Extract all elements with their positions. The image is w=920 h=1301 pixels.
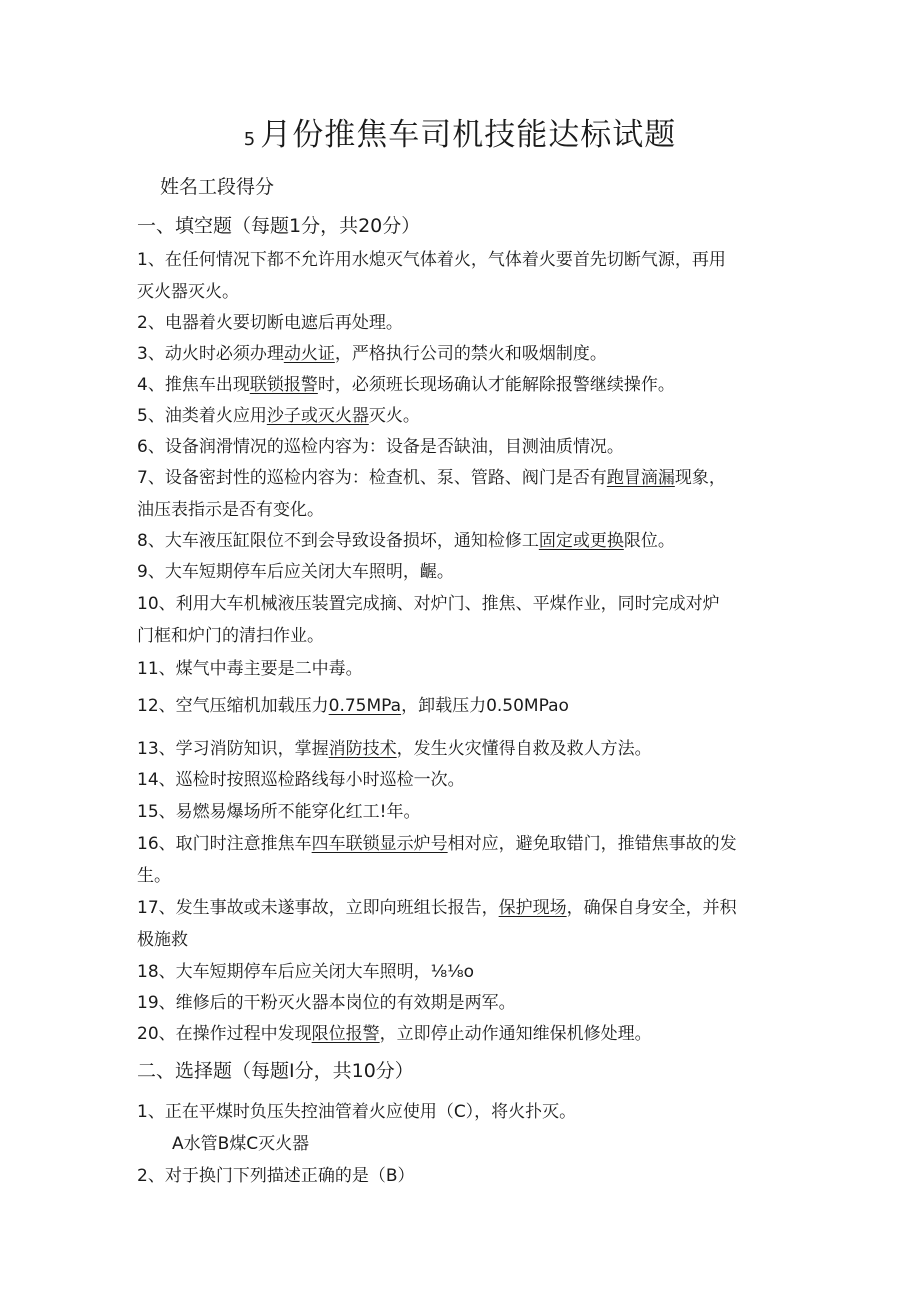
- q12-text-end: ，卸载压力0.50MPao: [401, 696, 569, 716]
- question-1-line-1: 1、在任何情况下都不允许用水熄灭气体着火，气体着火要首先切断气源，再用: [137, 250, 726, 270]
- q20-answer: 限位报警: [311, 1024, 380, 1044]
- q7-answer: 跑冒滴漏: [606, 468, 675, 488]
- question-12: [137, 694, 787, 718]
- q17-text: 17、发生事故或未遂事故，立即向班组长报告，: [137, 898, 499, 918]
- choice-question-1: 1、正在平煤时负压失控油管着火应使用（C），将火扑灭。: [137, 1102, 577, 1122]
- question-9: 9、大车短期停车后应关闭大车照明，齷。: [137, 562, 454, 582]
- q4-text-end: 时，必须班长现场确认才能解除报警继续操作。: [317, 375, 675, 395]
- question-3: [137, 342, 787, 366]
- q4-answer: 联锁报警: [249, 375, 318, 395]
- q12-answer: 0.75MPa: [328, 696, 402, 716]
- question-8: [137, 529, 787, 553]
- q13-text-end: ，发生火灾懂得自救及救人方法。: [396, 739, 652, 759]
- q7-text-end: 现象，: [674, 468, 726, 488]
- choice-question-1-options: A水管B煤C灭火器: [172, 1134, 310, 1154]
- q3-answer: 动火证: [283, 344, 335, 364]
- q17-answer: 保护现场: [498, 898, 567, 918]
- question-7-line-2: 油压表指示是否有变化。: [137, 500, 324, 520]
- q4-text: 4、推焦车出现: [137, 375, 250, 395]
- question-2: 2、电器着火要切断电遮后再处理。: [137, 313, 403, 333]
- q8-text-end: 限位。: [623, 531, 675, 551]
- q20-text: 20、在操作过程中发现: [137, 1024, 312, 1044]
- q16-text-end: 相对应，避免取错门，推错焦事故的发: [447, 834, 737, 854]
- q16-answer: 四车联锁显示炉号: [311, 834, 448, 854]
- q7-text: 7、设备密封性的巡检内容为：检查机、泵、管路、阀门是否有: [137, 468, 607, 488]
- section-heading-fill-blank: 一、填空题（每题1分，共20分）: [137, 215, 421, 237]
- question-13: [137, 737, 787, 761]
- question-10-line-2: 门框和炉门的清扫作业。: [137, 626, 324, 646]
- choice-question-2: 2、对于换门下列描述正确的是（B）: [137, 1166, 415, 1186]
- q12-text: 12、空气压缩机加载压力: [137, 696, 329, 716]
- question-5: [137, 404, 787, 428]
- question-19: 19、维修后的干粉灭火器本岗位的有效期是两军。: [137, 993, 516, 1013]
- question-20: [137, 1022, 787, 1046]
- question-7-line-1: [137, 466, 787, 490]
- question-6: 6、设备润滑情况的巡检内容为：设备是否缺油，目测油质情况。: [137, 437, 624, 457]
- question-10-line-1: 10、利用大车机械液压装置完成摘、对炉门、推焦、平煤作业，同时完成对炉: [137, 594, 720, 614]
- q3-text-end: ，严格执行公司的禁火和吸烟制度。: [334, 344, 607, 364]
- question-11: 11、煤气中毒主要是二中毒。: [137, 659, 363, 679]
- question-18: 18、大车短期停车后应关闭大车照明，⅛⅛o: [137, 962, 474, 982]
- q20-text-end: ，立即停止动作通知维保机修处理。: [379, 1024, 652, 1044]
- title-month-number: 5: [243, 129, 257, 150]
- document-title: [0, 112, 920, 163]
- section-heading-multiple-choice: 二、选择题（每题I分，共10分）: [137, 1060, 414, 1082]
- question-17-line-1: [137, 896, 787, 920]
- info-line: 姓名工段得分: [160, 176, 275, 198]
- q16-text: 16、取门时注意推焦车: [137, 834, 312, 854]
- question-14: 14、巡检时按照巡检路线每小时巡检一次。: [137, 770, 465, 790]
- q8-text: 8、大车液压缸限位不到会导致设备损坏，通知检修工: [137, 531, 539, 551]
- question-17-line-2: 极施救: [137, 930, 188, 950]
- question-1-line-2: 灭火器灭火。: [137, 282, 239, 302]
- q13-text: 13、学习消防知识，掌握: [137, 739, 329, 759]
- question-4: [137, 373, 787, 397]
- q8-answer: 固定或更换: [538, 531, 624, 551]
- q5-text: 5、油类着火应用: [137, 406, 267, 426]
- title-text: 月份推焦车司机技能达标试题: [260, 117, 677, 153]
- q13-answer: 消防技术: [328, 739, 397, 759]
- q5-text-end: 灭火。: [368, 406, 420, 426]
- q3-text: 3、动火时必须办理: [137, 344, 284, 364]
- question-16-line-1: [137, 832, 787, 856]
- q17-text-end: ，确保自身安全，并积: [566, 898, 737, 918]
- question-15: 15、易燃易爆场所不能穿化红工!年。: [137, 802, 421, 822]
- question-16-line-2: 生。: [137, 866, 171, 886]
- q5-answer: 沙子或灭火器: [266, 406, 369, 426]
